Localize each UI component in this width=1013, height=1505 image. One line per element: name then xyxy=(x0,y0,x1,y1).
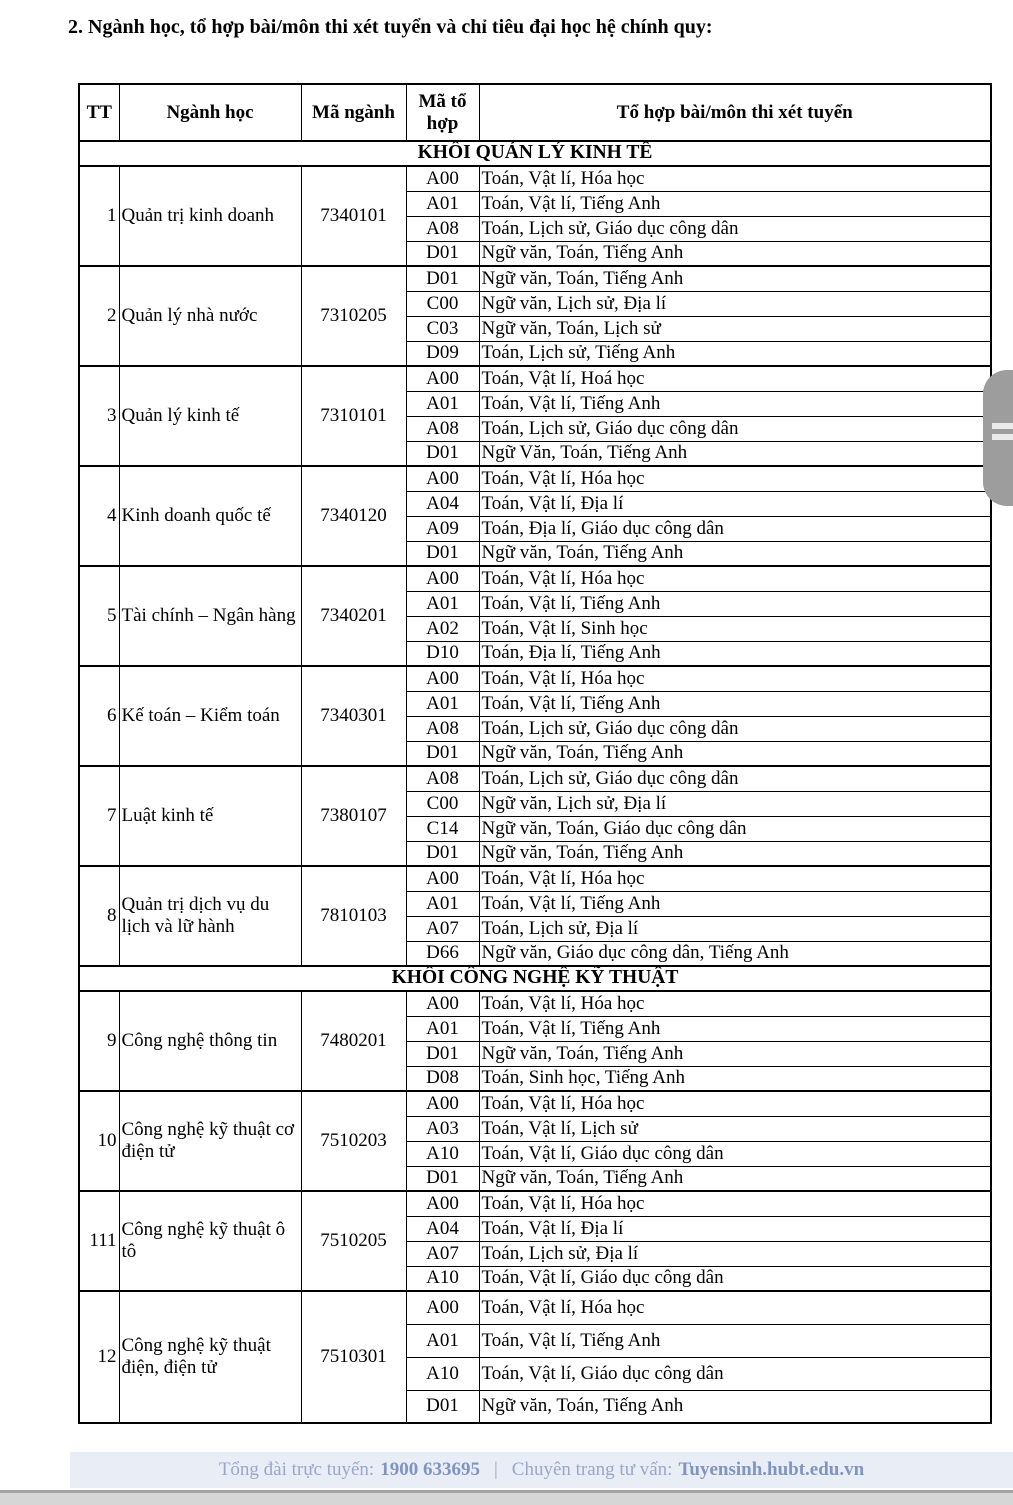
combo-code: D01 xyxy=(406,741,479,766)
admission-table xyxy=(78,83,992,1424)
combo-code: A10 xyxy=(406,1141,479,1166)
row-number: 9 xyxy=(79,991,119,1091)
drag-handle-bar xyxy=(992,434,1013,440)
combo-subjects: Toán, Vật lí, Hóa học xyxy=(479,1191,991,1216)
page-title: 2. Ngành học, tổ hợp bài/môn thi xét tuyển và chỉ tiêu đại học hệ chính quy: xyxy=(68,16,713,38)
major-code: 7340101 xyxy=(301,166,406,266)
combo-subjects: Toán, Địa lí, Tiếng Anh xyxy=(479,641,991,666)
combo-subjects: Toán, Lịch sử, Giáo dục công dân xyxy=(479,416,991,441)
combo-subjects: Toán, Vật lí, Lịch sử xyxy=(479,1116,991,1141)
major-name: Công nghệ kỹ thuật cơ điện tử xyxy=(119,1091,301,1191)
combo-code: D01 xyxy=(406,266,479,291)
col-header-tt: TT xyxy=(79,84,119,141)
combo-subjects: Toán, Vật lí, Hóa học xyxy=(479,166,991,191)
combo-subjects: Toán, Địa lí, Giáo dục công dân xyxy=(479,516,991,541)
combo-code: D01 xyxy=(406,1041,479,1066)
combo-subjects: Ngữ văn, Lịch sử, Địa lí xyxy=(479,291,991,316)
combo-subjects: Ngữ văn, Giáo dục công dân, Tiếng Anh xyxy=(479,941,991,966)
combo-subjects: Toán, Lịch sử, Địa lí xyxy=(479,916,991,941)
combo-subjects: Toán, Vật lí, Giáo dục công dân xyxy=(479,1357,991,1390)
combo-code: A01 xyxy=(406,1016,479,1041)
combo-subjects: Ngữ văn, Toán, Giáo dục công dân xyxy=(479,816,991,841)
combo-code: A01 xyxy=(406,191,479,216)
combo-subjects: Toán, Lịch sử, Giáo dục công dân xyxy=(479,716,991,741)
section-row xyxy=(79,966,991,991)
major-name: Kinh doanh quốc tế xyxy=(119,466,301,566)
table-row xyxy=(79,991,991,1016)
table-header-row xyxy=(79,84,991,141)
combo-code: A00 xyxy=(406,1091,479,1116)
major-name: Kế toán – Kiểm toán xyxy=(119,666,301,766)
combo-subjects: Toán, Vật lí, Tiếng Anh xyxy=(479,191,991,216)
major-code: 7480201 xyxy=(301,991,406,1091)
row-number: 4 xyxy=(79,466,119,566)
combo-code: A00 xyxy=(406,866,479,891)
combo-subjects: Ngữ văn, Toán, Tiếng Anh xyxy=(479,541,991,566)
major-name: Tài chính – Ngân hàng xyxy=(119,566,301,666)
major-code: 7810103 xyxy=(301,866,406,966)
combo-code: D66 xyxy=(406,941,479,966)
combo-code: D10 xyxy=(406,641,479,666)
page-edge-strip xyxy=(0,1493,1013,1505)
row-number: 3 xyxy=(79,366,119,466)
combo-code: A01 xyxy=(406,591,479,616)
table-row xyxy=(79,866,991,891)
side-drag-handle[interactable] xyxy=(983,370,1013,506)
col-header-major-code: Mã ngành xyxy=(301,84,406,141)
combo-code: A02 xyxy=(406,616,479,641)
combo-code: A08 xyxy=(406,716,479,741)
combo-code: D01 xyxy=(406,1390,479,1423)
footer-bar xyxy=(70,1452,1013,1488)
combo-subjects: Ngữ văn, Toán, Tiếng Anh xyxy=(479,741,991,766)
row-number: 10 xyxy=(79,1091,119,1191)
combo-subjects: Toán, Vật lí, Tiếng Anh xyxy=(479,891,991,916)
combo-code: D01 xyxy=(406,541,479,566)
combo-subjects: Toán, Lịch sử, Giáo dục công dân xyxy=(479,766,991,791)
combo-subjects: Toán, Vật lí, Tiếng Anh xyxy=(479,1324,991,1357)
combo-code: A04 xyxy=(406,491,479,516)
combo-code: A04 xyxy=(406,1216,479,1241)
combo-code: A10 xyxy=(406,1266,479,1291)
combo-code: D01 xyxy=(406,241,479,266)
table-row xyxy=(79,366,991,391)
table-row xyxy=(79,1191,991,1216)
combo-code: A00 xyxy=(406,166,479,191)
col-header-combos: Tổ hợp bài/môn thi xét tuyển xyxy=(479,84,991,141)
combo-code: A01 xyxy=(406,891,479,916)
combo-code: A00 xyxy=(406,366,479,391)
combo-subjects: Toán, Vật lí, Hóa học xyxy=(479,991,991,1016)
table-row xyxy=(79,666,991,691)
major-code: 7310101 xyxy=(301,366,406,466)
combo-subjects: Toán, Vật lí, Hóa học xyxy=(479,1091,991,1116)
combo-subjects: Toán, Vật lí, Tiếng Anh xyxy=(479,1016,991,1041)
row-number: 1 xyxy=(79,166,119,266)
major-code: 7510203 xyxy=(301,1091,406,1191)
section-header: KHỐI CÔNG NGHỆ KỸ THUẬT xyxy=(79,966,991,991)
combo-subjects: Toán, Vật lí, Giáo dục công dân xyxy=(479,1266,991,1291)
major-code: 7380107 xyxy=(301,766,406,866)
row-number: 7 xyxy=(79,766,119,866)
table-row xyxy=(79,1091,991,1116)
row-number: 12 xyxy=(79,1291,119,1423)
combo-subjects: Toán, Vật lí, Tiếng Anh xyxy=(479,591,991,616)
major-code: 7340301 xyxy=(301,666,406,766)
combo-code: A00 xyxy=(406,566,479,591)
table-row xyxy=(79,466,991,491)
row-number: 6 xyxy=(79,666,119,766)
combo-subjects: Toán, Vật lí, Giáo dục công dân xyxy=(479,1141,991,1166)
combo-subjects: Toán, Vật lí, Tiếng Anh xyxy=(479,391,991,416)
combo-subjects: Toán, Sinh học, Tiếng Anh xyxy=(479,1066,991,1091)
major-code: 7340201 xyxy=(301,566,406,666)
combo-subjects: Ngữ văn, Lịch sử, Địa lí xyxy=(479,791,991,816)
combo-subjects: Ngữ văn, Toán, Lịch sử xyxy=(479,316,991,341)
section-header: KHỐI QUẢN LÝ KINH TẾ xyxy=(79,141,991,166)
combo-subjects: Ngữ Văn, Toán, Tiếng Anh xyxy=(479,441,991,466)
combo-code: A08 xyxy=(406,416,479,441)
combo-code: A07 xyxy=(406,916,479,941)
combo-code: A10 xyxy=(406,1357,479,1390)
combo-subjects: Ngữ văn, Toán, Tiếng Anh xyxy=(479,241,991,266)
combo-code: A01 xyxy=(406,691,479,716)
hotline-number: 1900 633695 xyxy=(380,1459,480,1480)
major-name: Quản trị kinh doanh xyxy=(119,166,301,266)
combo-subjects: Toán, Vật lí, Địa lí xyxy=(479,491,991,516)
combo-subjects: Ngữ văn, Toán, Tiếng Anh xyxy=(479,1390,991,1423)
hotline-label: Tổng đài trực tuyến: xyxy=(218,1459,375,1480)
combo-subjects: Toán, Lịch sử, Địa lí xyxy=(479,1241,991,1266)
major-name: Công nghệ kỹ thuật điện, điện tử xyxy=(119,1291,301,1423)
major-code: 7340120 xyxy=(301,466,406,566)
combo-subjects: Toán, Vật lí, Hóa học xyxy=(479,566,991,591)
combo-code: A08 xyxy=(406,216,479,241)
combo-subjects: Toán, Vật lí, Hóa học xyxy=(479,666,991,691)
major-name: Quản lý nhà nước xyxy=(119,266,301,366)
major-name: Quản lý kinh tế xyxy=(119,366,301,466)
combo-code: D01 xyxy=(406,841,479,866)
combo-subjects: Toán, Vật lí, Sinh học xyxy=(479,616,991,641)
table-row xyxy=(79,1291,991,1324)
combo-subjects: Toán, Vật lí, Hoá học xyxy=(479,366,991,391)
table-row xyxy=(79,166,991,191)
table-row xyxy=(79,266,991,291)
combo-subjects: Ngữ văn, Toán, Tiếng Anh xyxy=(479,266,991,291)
site-link[interactable]: Tuyensinh.hubt.edu.vn xyxy=(678,1459,865,1480)
combo-code: C14 xyxy=(406,816,479,841)
combo-subjects: Toán, Vật lí, Tiếng Anh xyxy=(479,691,991,716)
combo-code: D08 xyxy=(406,1066,479,1091)
combo-subjects: Toán, Lịch sử, Tiếng Anh xyxy=(479,341,991,366)
combo-code: A01 xyxy=(406,391,479,416)
combo-subjects: Ngữ văn, Toán, Tiếng Anh xyxy=(479,841,991,866)
section-row xyxy=(79,141,991,166)
table-row xyxy=(79,766,991,791)
combo-subjects: Ngữ văn, Toán, Tiếng Anh xyxy=(479,1166,991,1191)
combo-subjects: Toán, Vật lí, Hóa học xyxy=(479,466,991,491)
combo-subjects: Ngữ văn, Toán, Tiếng Anh xyxy=(479,1041,991,1066)
combo-code: A07 xyxy=(406,1241,479,1266)
major-name: Luật kinh tế xyxy=(119,766,301,866)
combo-code: A00 xyxy=(406,666,479,691)
combo-code: D09 xyxy=(406,341,479,366)
combo-code: A08 xyxy=(406,766,479,791)
major-code: 7310205 xyxy=(301,266,406,366)
combo-subjects: Toán, Vật lí, Địa lí xyxy=(479,1216,991,1241)
combo-code: D01 xyxy=(406,1166,479,1191)
combo-code: A00 xyxy=(406,1291,479,1324)
major-name: Công nghệ kỹ thuật ô tô xyxy=(119,1191,301,1291)
footer-separator: | xyxy=(493,1459,498,1480)
row-number: 111 xyxy=(79,1191,119,1291)
combo-code: A01 xyxy=(406,1324,479,1357)
combo-subjects: Toán, Lịch sử, Giáo dục công dân xyxy=(479,216,991,241)
row-number: 8 xyxy=(79,866,119,966)
drag-handle-bar xyxy=(992,423,1013,429)
combo-code: A09 xyxy=(406,516,479,541)
combo-code: A00 xyxy=(406,991,479,1016)
major-name: Công nghệ thông tin xyxy=(119,991,301,1091)
combo-code: C00 xyxy=(406,791,479,816)
combo-code: C00 xyxy=(406,291,479,316)
combo-subjects: Toán, Vật lí, Hóa học xyxy=(479,1291,991,1324)
combo-code: A00 xyxy=(406,1191,479,1216)
major-code: 7510205 xyxy=(301,1191,406,1291)
combo-code: C03 xyxy=(406,316,479,341)
table-row xyxy=(79,566,991,591)
row-number: 2 xyxy=(79,266,119,366)
combo-subjects: Toán, Vật lí, Hóa học xyxy=(479,866,991,891)
col-header-combo-code: Mã tổ hợp xyxy=(406,84,479,141)
combo-code: A00 xyxy=(406,466,479,491)
admission-table-body xyxy=(79,141,991,1423)
combo-code: A03 xyxy=(406,1116,479,1141)
row-number: 5 xyxy=(79,566,119,666)
site-label: Chuyên trang tư vấn: xyxy=(511,1459,673,1480)
major-name: Quản trị dịch vụ du lịch và lữ hành xyxy=(119,866,301,966)
col-header-major: Ngành học xyxy=(119,84,301,141)
major-code: 7510301 xyxy=(301,1291,406,1423)
combo-code: D01 xyxy=(406,441,479,466)
